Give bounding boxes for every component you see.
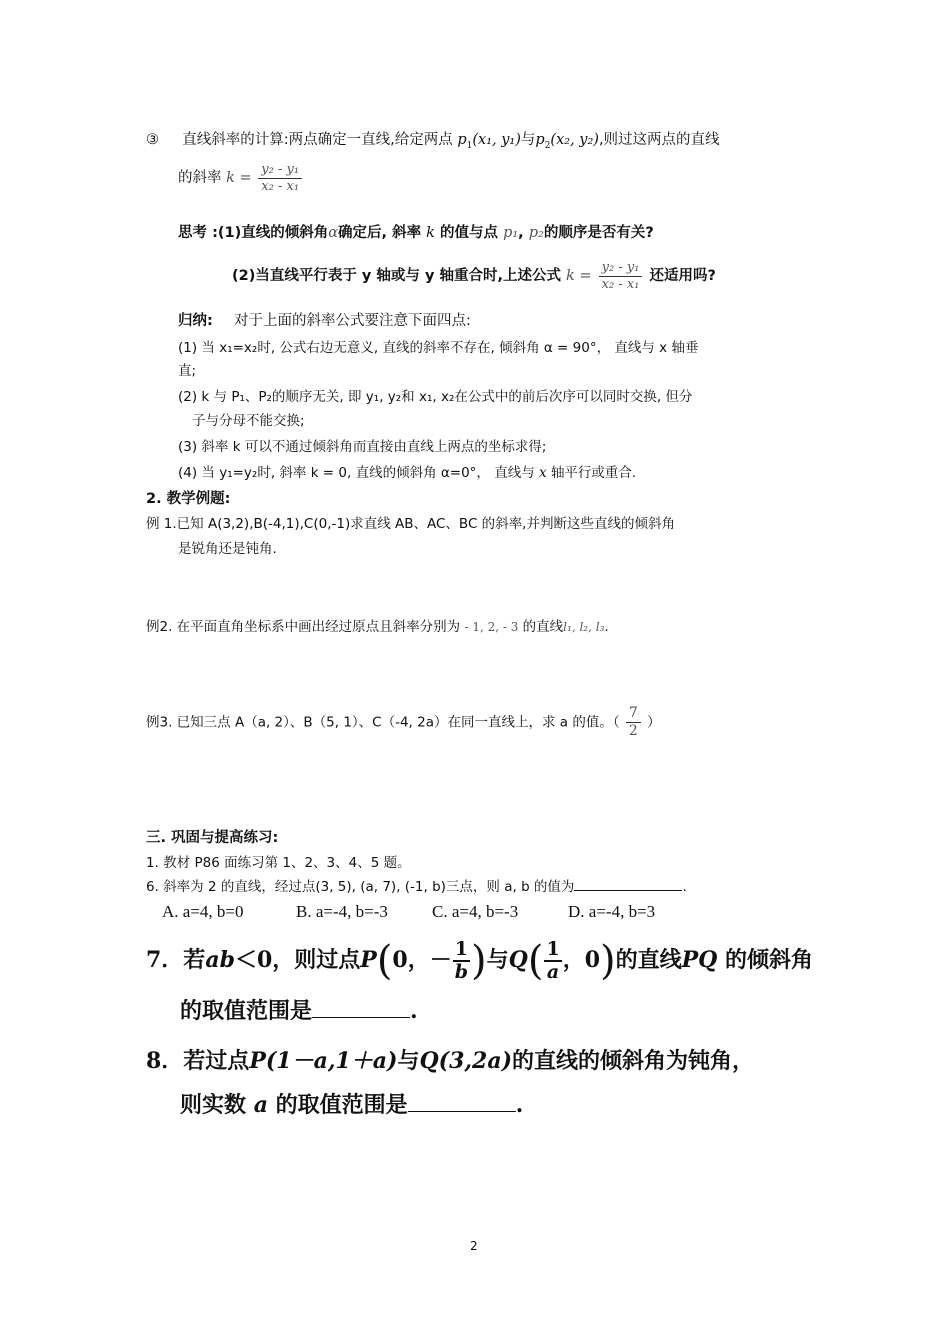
example3: 例3. 已知三点 A（a, 2）、B（5, 1）、C（-4, 2a）在同一直线上，求 a 的值。（ $\frac{7}{2}$ ） — [146, 705, 661, 739]
option-c[interactable]: C. a=4, b=-3 — [432, 902, 519, 921]
summary-point1: (1) 当 x₁=x₂时, 公式右边无意义, 直线的斜率不存在, 倾斜角 α = 90°， 直线与 x 轴垂 — [178, 340, 699, 356]
item3-marker: ③ — [146, 132, 159, 148]
summary-point1-cont: 直; — [178, 363, 197, 379]
summary-header: 归纳: 对于上面的斜率公式要注意下面四点: — [178, 313, 471, 329]
example3-answer: $\frac{7}{2}$ — [626, 705, 641, 740]
summary-point2-cont: 子与分母不能交换; — [192, 413, 305, 429]
think-label: 思考 — [178, 225, 207, 241]
option-a[interactable]: A. a=4, b=0 — [162, 902, 244, 921]
summary-label: 归纳: — [178, 313, 213, 329]
practice-q6: 6. 斜率为 2 的直线，经过点(3, 5), (a, 7), (-1, b)三点，则 a, b 的值为 . — [146, 879, 687, 895]
item3-text: 直线斜率的计算:两点确定一直线,给定两点 — [182, 132, 453, 148]
summary-point3: (3) 斜率 k 可以不通过倾斜角而直接由直线上两点的坐标求得; — [178, 439, 547, 455]
p1-symbol: p — [457, 132, 467, 148]
p2-symbol: p — [535, 132, 545, 148]
page-number: 2 — [470, 1239, 478, 1253]
q7-frac-b: $\frac{1}{b}$ — [454, 938, 469, 983]
practice-q1: 1. 教材 P86 面练习第 1、2、3、4、5 题。 — [146, 855, 411, 871]
practice-q7: 7．若ab＜0，则过点P(0，－ $\frac{1}{b}$ )与Q( $\frac{1}{a}$ ，0)的直线PQ 的倾斜角 — [146, 938, 814, 984]
examples-heading: 2. 教学例题: — [146, 491, 231, 507]
q6-answer-blank[interactable] — [574, 890, 682, 891]
example1-line1: 例 1.已知 A(3,2),B(-4,1),C(0,-1)求直线 AB、AC、BC 的斜率,并判断这些直线的倾斜角 — [146, 516, 675, 532]
practice-q7-line2: 的取值范围是 . — [180, 998, 418, 1024]
think-q1: 思考 :(1)直线的倾斜角α确定后, 斜率 k 的值与点 p₁, p₂的顺序是否有关? — [178, 225, 654, 241]
q7-frac-a: $\frac{1}{a}$ — [546, 938, 560, 983]
option-d[interactable]: D. a=-4, b=3 — [568, 902, 656, 921]
item3-line1: ③ 直线斜率的计算:两点确定一直线,给定两点 $p_1(x_1$, y₁)与$p_2(x_2$, y₂),则过这两点的直线 — [146, 132, 720, 151]
item3-line2: 的斜率 k = $\frac{\text{y₂ - y₁}}{\text{x₂ - x₁}}$ — [178, 162, 304, 194]
summary-point2: (2) k 与 P₁、P₂的顺序无关, 即 y₁, y₂和 x₁, x₂在公式中的前后次序可以同时交换, 但分 — [178, 389, 693, 405]
q8-answer-blank[interactable] — [408, 1111, 516, 1112]
example1-line2: 是锐角还是钝角. — [178, 541, 277, 557]
practice-heading: 三. 巩固与提高练习: — [146, 830, 279, 846]
p2-coords: (x₂, y₂) — [550, 132, 599, 148]
example2: 例2. 在平面直角坐标系中画出经过原点且斜率分别为 - 1, 2, - 3 的直线l₁, l₂, l₃. — [146, 619, 609, 635]
summary-point4: (4) 当 y₁=y₂时, 斜率 k = 0, 直线的倾斜角 α=0°， 直线与 x 轴平行或重合. — [178, 465, 637, 481]
q7-answer-blank[interactable] — [312, 1017, 410, 1018]
practice-q8-line2: 则实数 a 的取值范围是 . — [180, 1092, 524, 1118]
p1-coords: (x₁, y₁) — [472, 132, 521, 148]
think-q2: (2)当直线平行表于 y 轴或与 y 轴重合时,上述公式 k = $\frac{\text{y₂ - y₁}}{\text{x₂ - x₁}}$ 还适用吗? — [232, 260, 716, 292]
practice-q8: 8．若过点P(1－a,1＋a)与Q(3,2a)的直线的倾斜角为钝角， — [146, 1048, 755, 1074]
slope-formula: $\frac{\text{y₂ - y₁}}{\text{x₂ - x₁}}$ — [258, 162, 302, 194]
option-b[interactable]: B. a=-4, b=-3 — [296, 902, 388, 921]
slope-k: k = — [226, 170, 252, 187]
q6-options — [162, 902, 655, 922]
think-formula: $\frac{\text{y₂ - y₁}}{\text{x₂ - x₁}}$ — [599, 260, 643, 292]
